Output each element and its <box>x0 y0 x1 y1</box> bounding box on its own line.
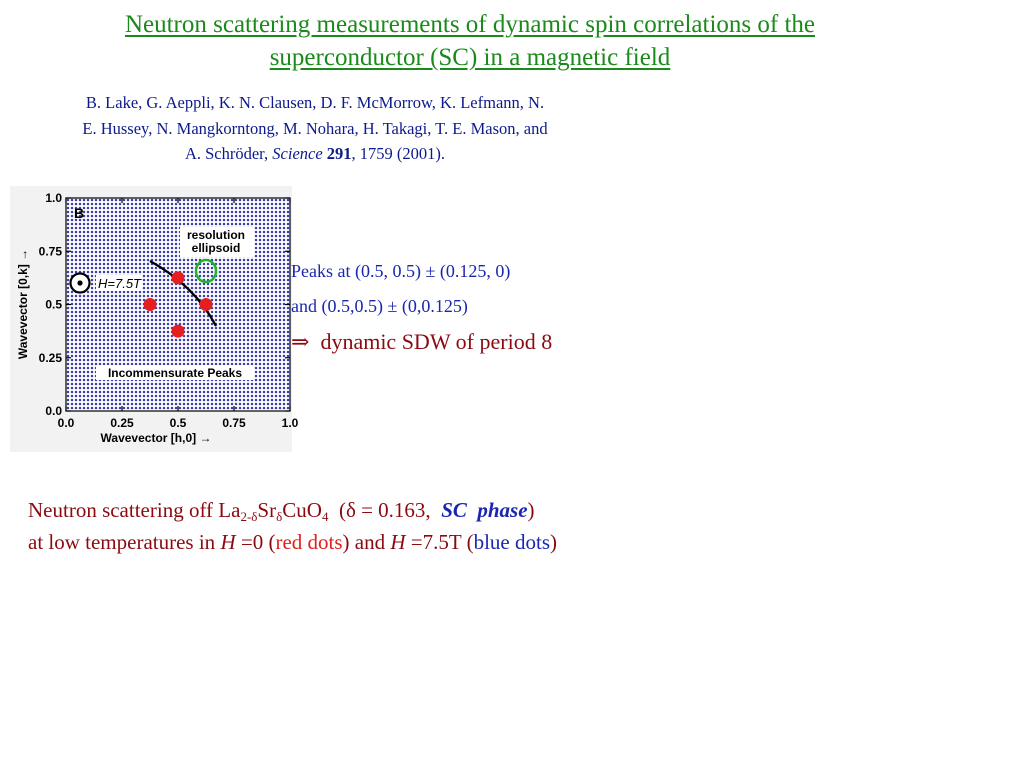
x-tick-label: 0.25 <box>110 416 134 430</box>
peak-dot <box>200 298 213 311</box>
field-marker-dot <box>77 280 82 285</box>
peak-dot <box>172 271 185 284</box>
bottom-pre: Neutron scattering off La <box>28 498 241 522</box>
y-tick-label: 0.25 <box>38 350 62 365</box>
y-tick-label: 0.0 <box>45 404 62 418</box>
citation <box>20 90 610 167</box>
blue-dots-text: blue dots <box>473 530 550 554</box>
journal-name: Science <box>272 144 323 163</box>
x-tick-label: 1.0 <box>281 416 299 430</box>
peak-dot <box>144 298 157 311</box>
sr-subscript: δ <box>276 509 283 524</box>
x-axis-label: Wavevector [h,0] → <box>100 431 212 445</box>
h-symbol-2: H <box>390 530 406 554</box>
authors-line-1: B. Lake, G. Aeppli, K. N. Clausen, D. F. McMorrow, K. Lefmann, N. <box>85 93 545 112</box>
slide-title <box>40 8 900 74</box>
paren-open: ( <box>328 498 346 522</box>
title-line-1: Neutron scattering measurements of dynamic spin correlations of the <box>124 11 816 38</box>
bottom-mid: ) and <box>342 530 391 554</box>
peaks-description <box>291 254 651 361</box>
h-symbol: H <box>220 530 236 554</box>
y-tick-label: 0.5 <box>45 297 62 312</box>
sr-text: Sr <box>257 498 277 522</box>
authors-line-3: A. Schröder, <box>184 144 273 163</box>
o-subscript: 4 <box>321 509 329 524</box>
journal-pages: , 1759 (2001). <box>351 144 446 163</box>
h-75: =7.5T ( <box>405 530 474 554</box>
sdw-conclusion: dynamic SDW of period 8 <box>309 329 553 354</box>
la-subscript: 2-δ <box>240 509 258 524</box>
y-tick-label: 1.0 <box>45 191 62 205</box>
authors-line-2: E. Hussey, N. Mangkorntong, M. Nohara, H. Takagi, T. E. Mason, and <box>82 118 548 138</box>
peaks-label: Incommensurate Peaks <box>107 366 243 380</box>
peaks-line-1: Peaks at (0.5, 0.5) ± (0.125, 0) <box>291 261 511 281</box>
sample-description <box>28 494 788 558</box>
title-line-2: superconductor (SC) in a magnetic field <box>269 44 671 71</box>
bottom-line2-pre: at low temperatures in <box>28 530 221 554</box>
figure-panel-b <box>10 186 299 457</box>
bottom-end: ) <box>550 530 557 554</box>
arrow-icon: ⇒ <box>291 329 310 354</box>
resolution-label-1: resolution <box>186 228 246 242</box>
y-tick-label: 0.75 <box>38 244 62 259</box>
y-axis-label: Wavevector [0,k] → <box>16 248 30 360</box>
cuo-text: CuO <box>282 498 322 522</box>
field-label: H=7.5T <box>98 276 141 291</box>
x-tick-label: 0.0 <box>57 416 75 430</box>
resolution-label-2: ellipsoid <box>191 241 241 255</box>
x-tick-label: 0.5 <box>169 416 187 430</box>
panel-label: B <box>74 205 85 221</box>
h-zero: =0 ( <box>235 530 276 554</box>
reciprocal-space-plot <box>10 186 299 452</box>
delta-value: δ = 0.163, <box>345 498 442 522</box>
peaks-line-2: and (0.5,0.5) ± (0,0.125) <box>291 296 468 316</box>
paren-close: ) <box>527 498 535 522</box>
red-dots-text: red dots <box>275 530 343 554</box>
sc-phase: SC phase <box>441 498 528 522</box>
peak-dot <box>172 325 185 338</box>
journal-volume: 291 <box>326 144 352 163</box>
x-tick-label: 0.75 <box>222 416 246 430</box>
